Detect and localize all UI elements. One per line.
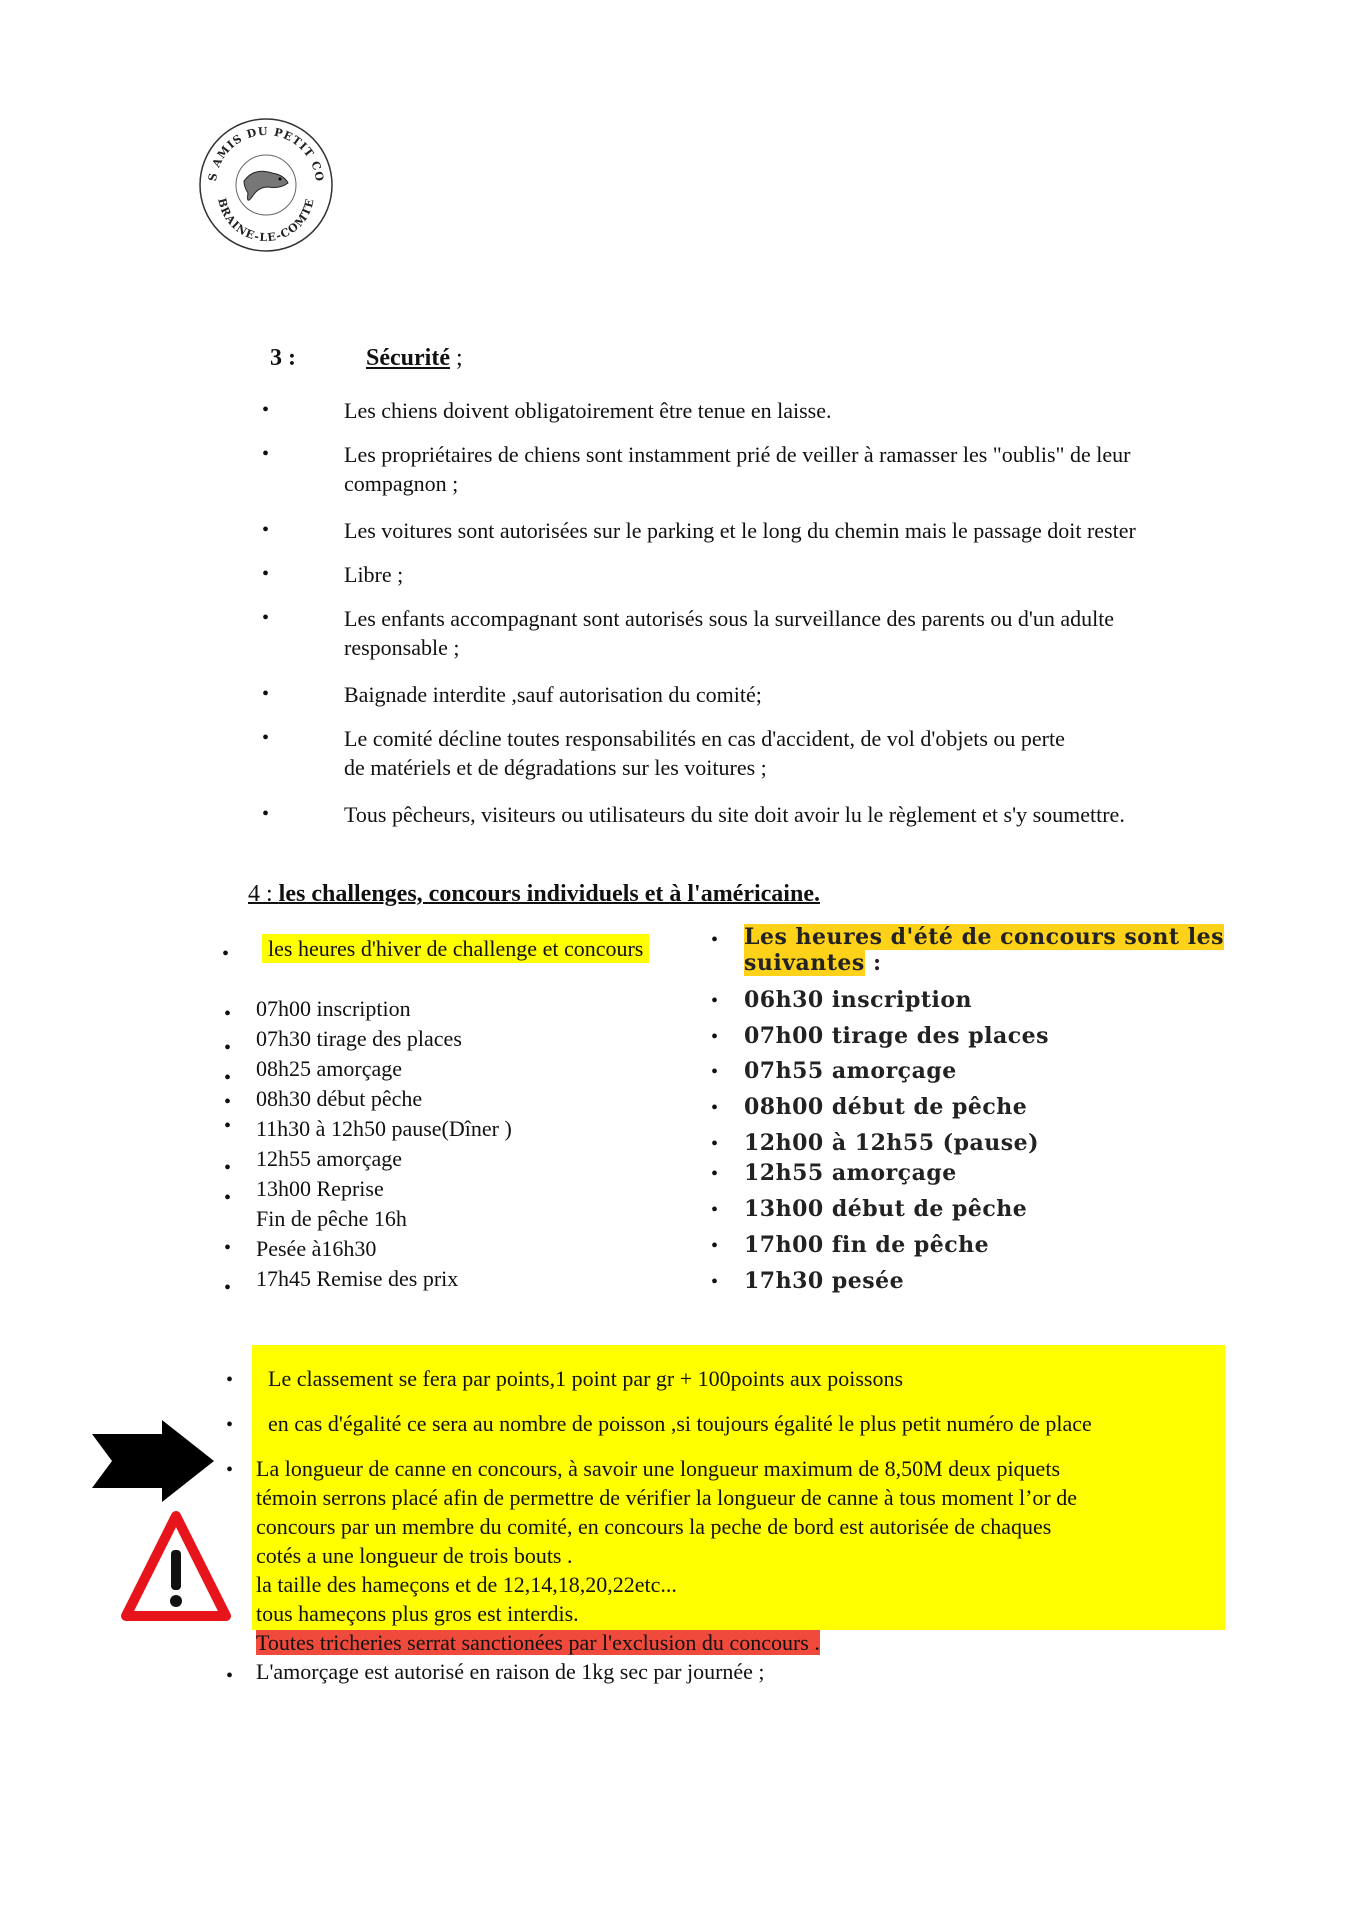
rule-longueur-line: concours par un membre du comité, en concours la peche de bord est autorisée de chaques [256,1514,1052,1539]
bullet: • [224,1187,232,1209]
summer-heading-line1: Les heures d'été de concours sont les [744,924,1224,950]
rule-classement: Le classement se fera par points,1 point par gr + 100points aux poissons [268,1366,904,1391]
winter-heading [262,934,649,963]
winter-schedule-item: 17h45 Remise des prix [256,1266,459,1291]
bullet: • [224,1237,232,1259]
bullet: • [224,1115,232,1137]
bullet: • [711,1163,719,1185]
security-rule-line: de matériels et de dégradations sur les voitures ; [344,755,767,780]
security-rule-line: Les voitures sont autorisées sur le parking et le long du chemin mais le passage doit rester [344,518,1136,543]
summer-schedule-item: 07h00 tirage des places [744,1023,1049,1049]
bullet: • [711,1097,719,1119]
svg-text:BRAINE-LE-COMTE [215,197,317,244]
rule-hamecons-taille: la taille des hameçons et de 12,14,18,20,22etc... [256,1572,677,1597]
section-4-number: 4 : [248,881,279,907]
logo-bottom-text: BRAINE-LE-COMTE [215,196,317,245]
bullet: • [224,1277,232,1299]
summer-schedule-item: 07h55 amorçage [744,1058,957,1084]
security-rule-item [344,604,1114,662]
security-rule-item [344,516,1136,545]
security-rule-item [344,440,1131,498]
summer-schedule-item: 06h30 inscription [744,987,973,1013]
bullet: • [224,1157,232,1179]
section-3-title-text: Sécurité [366,345,450,371]
security-rule-line: Tous pêcheurs, visiteurs ou utilisateurs du site doit avoir lu le règlement et s'y soumettre. [344,802,1125,827]
bullet: • [711,990,719,1012]
winter-schedule-item: 08h25 amorçage [256,1056,402,1081]
section-4-title-text: les challenges, concours individuels et à l'américaine. [278,881,820,907]
warning-triangle-icon [120,1508,232,1624]
winter-schedule-item: 08h30 début pêche [256,1086,423,1111]
bullet: • [262,803,270,825]
security-rule-item [344,560,403,589]
bullet: • [224,1003,232,1025]
bullet: • [711,1061,719,1083]
winter-schedule-item: Pesée à16h30 [256,1236,377,1261]
security-rule-line: Les enfants accompagnant sont autorisés sous la surveillance des parents ou d'un adulte [344,606,1115,631]
bullet: • [711,929,719,951]
club-logo [196,115,336,255]
bullet: • [224,1037,232,1059]
bullet: • [262,399,270,421]
security-rule-item [344,800,1125,829]
security-rule-line: Le comité décline toutes responsabilités en cas d'accident, de vol d'objets ou perte [344,726,1065,751]
bullet: • [262,443,270,465]
summer-schedule-item: 17h00 fin de pêche [744,1232,990,1258]
security-rule-line: compagnon ; [344,471,459,496]
rule-tricheries: Toutes tricheries serrat sanctionées par l'exclusion du concours . [256,1630,820,1655]
rule-hamecons-interdit: tous hameçons plus gros est interdis. [256,1601,579,1626]
security-rule-line: Baignade interdite ,sauf autorisation du comité; [344,682,762,707]
winter-schedule-item: 07h30 tirage des places [256,1026,462,1051]
security-rule-line: Les chiens doivent obligatoirement être tenue en laisse. [344,398,832,423]
section-3-number: 3 : [270,345,296,371]
rule-amorcage: L'amorçage est autorisé en raison de 1kg sec par journée ; [256,1659,765,1684]
summer-schedule-item: 13h00 début de pêche [744,1196,1028,1222]
bullet: • [711,1133,719,1155]
security-rule-item [344,680,762,709]
winter-schedule-item: 11h30 à 12h50 pause(Dîner ) [256,1116,512,1141]
rule-longueur-line: La longueur de canne en concours, à savoir une longueur maximum de 8,50M deux piquets [256,1456,1060,1481]
bullet: • [226,1369,234,1391]
summer-schedule-item: 12h00 à 12h55 (pause) [744,1130,1040,1156]
bullet: • [226,1459,234,1481]
section-4-title [248,881,820,908]
security-rule-item [344,724,1065,782]
bullet: • [711,1235,719,1257]
bullet: • [226,1414,234,1436]
bullet: • [224,1091,232,1113]
rule-longueur [256,1454,1077,1657]
section-3-title-suffix: ; [449,345,463,371]
security-rule-line: Libre ; [344,562,404,587]
bullet: • [262,727,270,749]
bullet: • [711,1271,719,1293]
bullet: • [222,943,230,965]
section-3-title [366,345,463,372]
winter-heading-text: les heures d'hiver de challenge et concours [262,934,649,963]
summer-heading-suffix: : [864,950,882,976]
right-arrow-icon [92,1420,218,1502]
rule-egalite: en cas d'égalité ce sera au nombre de poisson ,si toujours égalité le plus petit numéro de place [268,1411,1092,1436]
bullet: • [224,1067,232,1089]
bullet: • [262,683,270,705]
security-rule-item [344,396,832,425]
winter-schedule-item: 07h00 inscription [256,996,411,1021]
rule-longueur-line: témoin serrons placé afin de permettre de vérifier la longueur de canne à tous moment l’or de [256,1485,1078,1510]
summer-schedule-item: 12h55 amorçage [744,1160,957,1186]
winter-schedule-item: 13h00 Reprise [256,1176,384,1201]
summer-schedule-item: 08h00 début de pêche [744,1094,1028,1120]
logo-top-text: S AMIS DU PETIT CO [206,124,327,183]
bullet: • [226,1665,234,1687]
bullet: • [262,563,270,585]
security-rule-line: responsable ; [344,635,460,660]
bullet: • [711,1026,719,1048]
summer-heading [744,922,1224,978]
winter-schedule-item: 12h55 amorçage [256,1146,402,1171]
bullet: • [262,607,270,629]
bullet: • [262,519,270,541]
rule-longueur-line: cotés a une longueur de trois bouts . [256,1543,573,1568]
bullet: • [711,1199,719,1221]
summer-schedule-item: 17h30 pesée [744,1268,905,1294]
security-rule-line: Les propriétaires de chiens sont instamment prié de veiller à ramasser les "oublis" de leur [344,442,1131,467]
summer-heading-line2: suivantes [744,950,865,976]
winter-schedule-item: Fin de pêche 16h [256,1206,407,1231]
